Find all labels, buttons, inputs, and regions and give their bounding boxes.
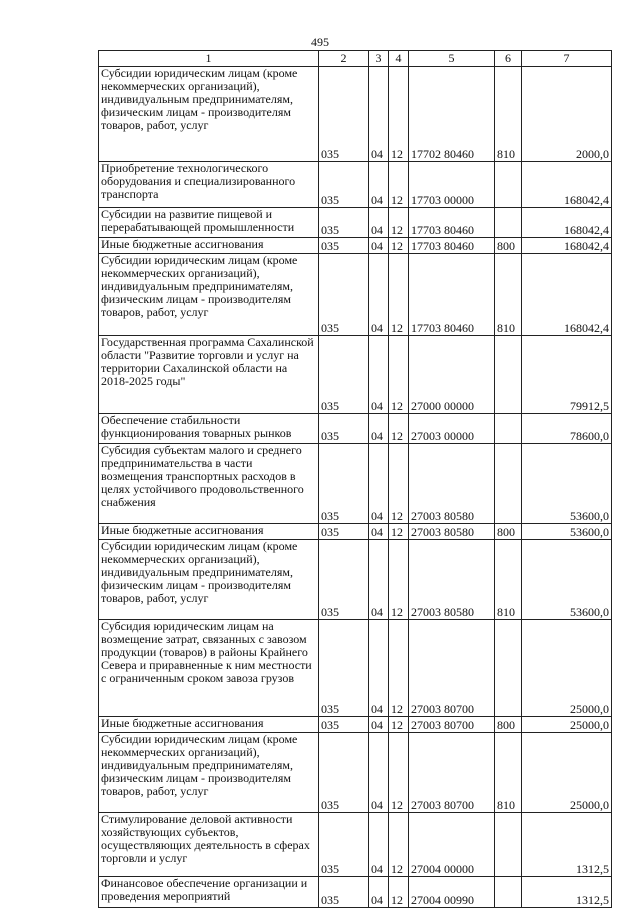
header-cell-subsection: 4 [389, 51, 409, 67]
header-cell-amount: 7 [522, 51, 612, 67]
row-name-cell: Иные бюджетные ассигнования [99, 524, 319, 540]
header-cell-expense-type: 6 [495, 51, 522, 67]
table-row [99, 414, 612, 444]
table-row [99, 67, 612, 162]
row-ministry-cell: 035 [319, 208, 369, 238]
row-section-cell: 04 [369, 717, 389, 733]
row-target-article-cell: 27003 80580 [409, 540, 495, 620]
row-ministry-cell: 035 [319, 67, 369, 162]
row-target-article-cell: 27000 00000 [409, 336, 495, 414]
row-expense-type-cell: 800 [495, 238, 522, 254]
row-ministry-cell: 035 [319, 717, 369, 733]
row-name-cell: Финансовое обеспечение организации и проведения мероприятий [99, 877, 319, 908]
header-cell-target-article: 5 [409, 51, 495, 67]
row-ministry-cell: 035 [319, 162, 369, 208]
row-name-cell: Субсидии юридическим лицам (кроме некоммерческих организаций), индивидуальным предпринимателям, физическим лицам - производителям товаров, работ, услуг [99, 733, 319, 813]
row-name-cell: Субсидии на развитие пищевой и перерабатывающей промышленности [99, 208, 319, 238]
row-subsection-cell: 12 [389, 208, 409, 238]
row-ministry-cell: 035 [319, 254, 369, 336]
row-name-cell: Субсидия субъектам малого и среднего предпринимательства в части возмещения транспортных расходов в целях устойчивого продовольственного снабжения [99, 444, 319, 524]
row-target-article-cell: 17703 80460 [409, 254, 495, 336]
row-amount-cell: 2000,0 [522, 67, 612, 162]
row-expense-type-cell [495, 414, 522, 444]
row-subsection-cell: 12 [389, 813, 409, 877]
row-ministry-cell: 035 [319, 238, 369, 254]
row-amount-cell: 78600,0 [522, 414, 612, 444]
row-target-article-cell: 27003 80580 [409, 444, 495, 524]
row-section-cell: 04 [369, 540, 389, 620]
table-row [99, 208, 612, 238]
row-expense-type-cell [495, 620, 522, 717]
row-ministry-cell: 035 [319, 813, 369, 877]
row-name-cell: Субсидии юридическим лицам (кроме некоммерческих организаций), индивидуальным предпринимателям, физическим лицам - производителям товаров, работ, услуг [99, 540, 319, 620]
row-subsection-cell: 12 [389, 238, 409, 254]
row-amount-cell: 53600,0 [522, 524, 612, 540]
row-subsection-cell: 12 [389, 414, 409, 444]
row-expense-type-cell: 810 [495, 254, 522, 336]
row-target-article-cell: 17703 80460 [409, 238, 495, 254]
row-expense-type-cell [495, 444, 522, 524]
row-subsection-cell: 12 [389, 733, 409, 813]
row-amount-cell: 25000,0 [522, 717, 612, 733]
row-target-article-cell: 27003 80700 [409, 733, 495, 813]
row-expense-type-cell [495, 336, 522, 414]
row-name-cell: Приобретение технологического оборудования и специализированного транспорта [99, 162, 319, 208]
row-amount-cell: 79912,5 [522, 336, 612, 414]
row-section-cell: 04 [369, 238, 389, 254]
header-cell-name: 1 [99, 51, 319, 67]
row-amount-cell: 1312,5 [522, 877, 612, 908]
row-name-cell: Субсидия юридическим лицам на возмещение затрат, связанных с завозом продукции (товаров) в районы Крайнего Севера и приравненные к ним местности с ограниченным сроком завоза грузов [99, 620, 319, 717]
table-row [99, 162, 612, 208]
row-target-article-cell: 27004 00990 [409, 877, 495, 908]
row-target-article-cell: 17702 80460 [409, 67, 495, 162]
row-section-cell: 04 [369, 877, 389, 908]
table-row [99, 717, 612, 733]
table-row [99, 540, 612, 620]
page-number: 495 [311, 35, 329, 49]
row-ministry-cell: 035 [319, 733, 369, 813]
row-target-article-cell: 27003 80700 [409, 717, 495, 733]
row-target-article-cell: 27003 80580 [409, 524, 495, 540]
table-row [99, 733, 612, 813]
row-target-article-cell: 27004 00000 [409, 813, 495, 877]
row-section-cell: 04 [369, 67, 389, 162]
table-row [99, 238, 612, 254]
row-amount-cell: 168042,4 [522, 238, 612, 254]
row-subsection-cell: 12 [389, 444, 409, 524]
table-row [99, 336, 612, 414]
row-section-cell: 04 [369, 733, 389, 813]
row-expense-type-cell: 810 [495, 733, 522, 813]
table-row [99, 444, 612, 524]
row-expense-type-cell: 810 [495, 67, 522, 162]
row-subsection-cell: 12 [389, 162, 409, 208]
row-expense-type-cell [495, 813, 522, 877]
row-expense-type-cell: 800 [495, 524, 522, 540]
row-name-cell: Субсидии юридическим лицам (кроме некоммерческих организаций), индивидуальным предпринимателям, физическим лицам - производителям товаров, работ, услуг [99, 67, 319, 162]
row-expense-type-cell [495, 162, 522, 208]
row-section-cell: 04 [369, 336, 389, 414]
row-name-cell: Государственная программа Сахалинской области "Развитие торговли и услуг на территории Сахалинской области на 2018-2025 годы" [99, 336, 319, 414]
row-expense-type-cell: 800 [495, 717, 522, 733]
row-amount-cell: 53600,0 [522, 444, 612, 524]
row-expense-type-cell [495, 208, 522, 238]
row-name-cell: Субсидии юридическим лицам (кроме некоммерческих организаций), индивидуальным предпринимателям, физическим лицам - производителям товаров, работ, услуг [99, 254, 319, 336]
row-expense-type-cell: 810 [495, 540, 522, 620]
row-amount-cell: 53600,0 [522, 540, 612, 620]
table-row [99, 254, 612, 336]
row-target-article-cell: 17703 80460 [409, 208, 495, 238]
row-section-cell: 04 [369, 208, 389, 238]
row-name-cell: Стимулирование деловой активности хозяйствующих субъектов, осуществляющих деятельность в сферах торговли и услуг [99, 813, 319, 877]
row-subsection-cell: 12 [389, 254, 409, 336]
row-subsection-cell: 12 [389, 336, 409, 414]
table-row [99, 877, 612, 908]
header-cell-ministry: 2 [319, 51, 369, 67]
budget-table [98, 50, 612, 908]
row-amount-cell: 168042,4 [522, 162, 612, 208]
row-target-article-cell: 27003 80700 [409, 620, 495, 717]
row-name-cell: Иные бюджетные ассигнования [99, 717, 319, 733]
row-ministry-cell: 035 [319, 877, 369, 908]
row-name-cell: Обеспечение стабильности функционирования товарных рынков [99, 414, 319, 444]
row-amount-cell: 168042,4 [522, 208, 612, 238]
row-subsection-cell: 12 [389, 620, 409, 717]
row-section-cell: 04 [369, 254, 389, 336]
row-ministry-cell: 035 [319, 620, 369, 717]
row-ministry-cell: 035 [319, 524, 369, 540]
row-name-cell: Иные бюджетные ассигнования [99, 238, 319, 254]
row-expense-type-cell [495, 877, 522, 908]
row-ministry-cell: 035 [319, 336, 369, 414]
table-row [99, 524, 612, 540]
header-cell-section: 3 [369, 51, 389, 67]
row-section-cell: 04 [369, 524, 389, 540]
row-amount-cell: 168042,4 [522, 254, 612, 336]
row-subsection-cell: 12 [389, 877, 409, 908]
row-subsection-cell: 12 [389, 717, 409, 733]
row-amount-cell: 1312,5 [522, 813, 612, 877]
row-amount-cell: 25000,0 [522, 620, 612, 717]
table-header-row [99, 51, 612, 67]
row-section-cell: 04 [369, 620, 389, 717]
table-row [99, 620, 612, 717]
row-ministry-cell: 035 [319, 540, 369, 620]
row-target-article-cell: 27003 00000 [409, 414, 495, 444]
row-ministry-cell: 035 [319, 414, 369, 444]
row-section-cell: 04 [369, 162, 389, 208]
row-ministry-cell: 035 [319, 444, 369, 524]
row-section-cell: 04 [369, 414, 389, 444]
row-subsection-cell: 12 [389, 524, 409, 540]
row-subsection-cell: 12 [389, 67, 409, 162]
row-target-article-cell: 17703 00000 [409, 162, 495, 208]
row-section-cell: 04 [369, 813, 389, 877]
row-subsection-cell: 12 [389, 540, 409, 620]
table-row [99, 813, 612, 877]
row-amount-cell: 25000,0 [522, 733, 612, 813]
row-section-cell: 04 [369, 444, 389, 524]
